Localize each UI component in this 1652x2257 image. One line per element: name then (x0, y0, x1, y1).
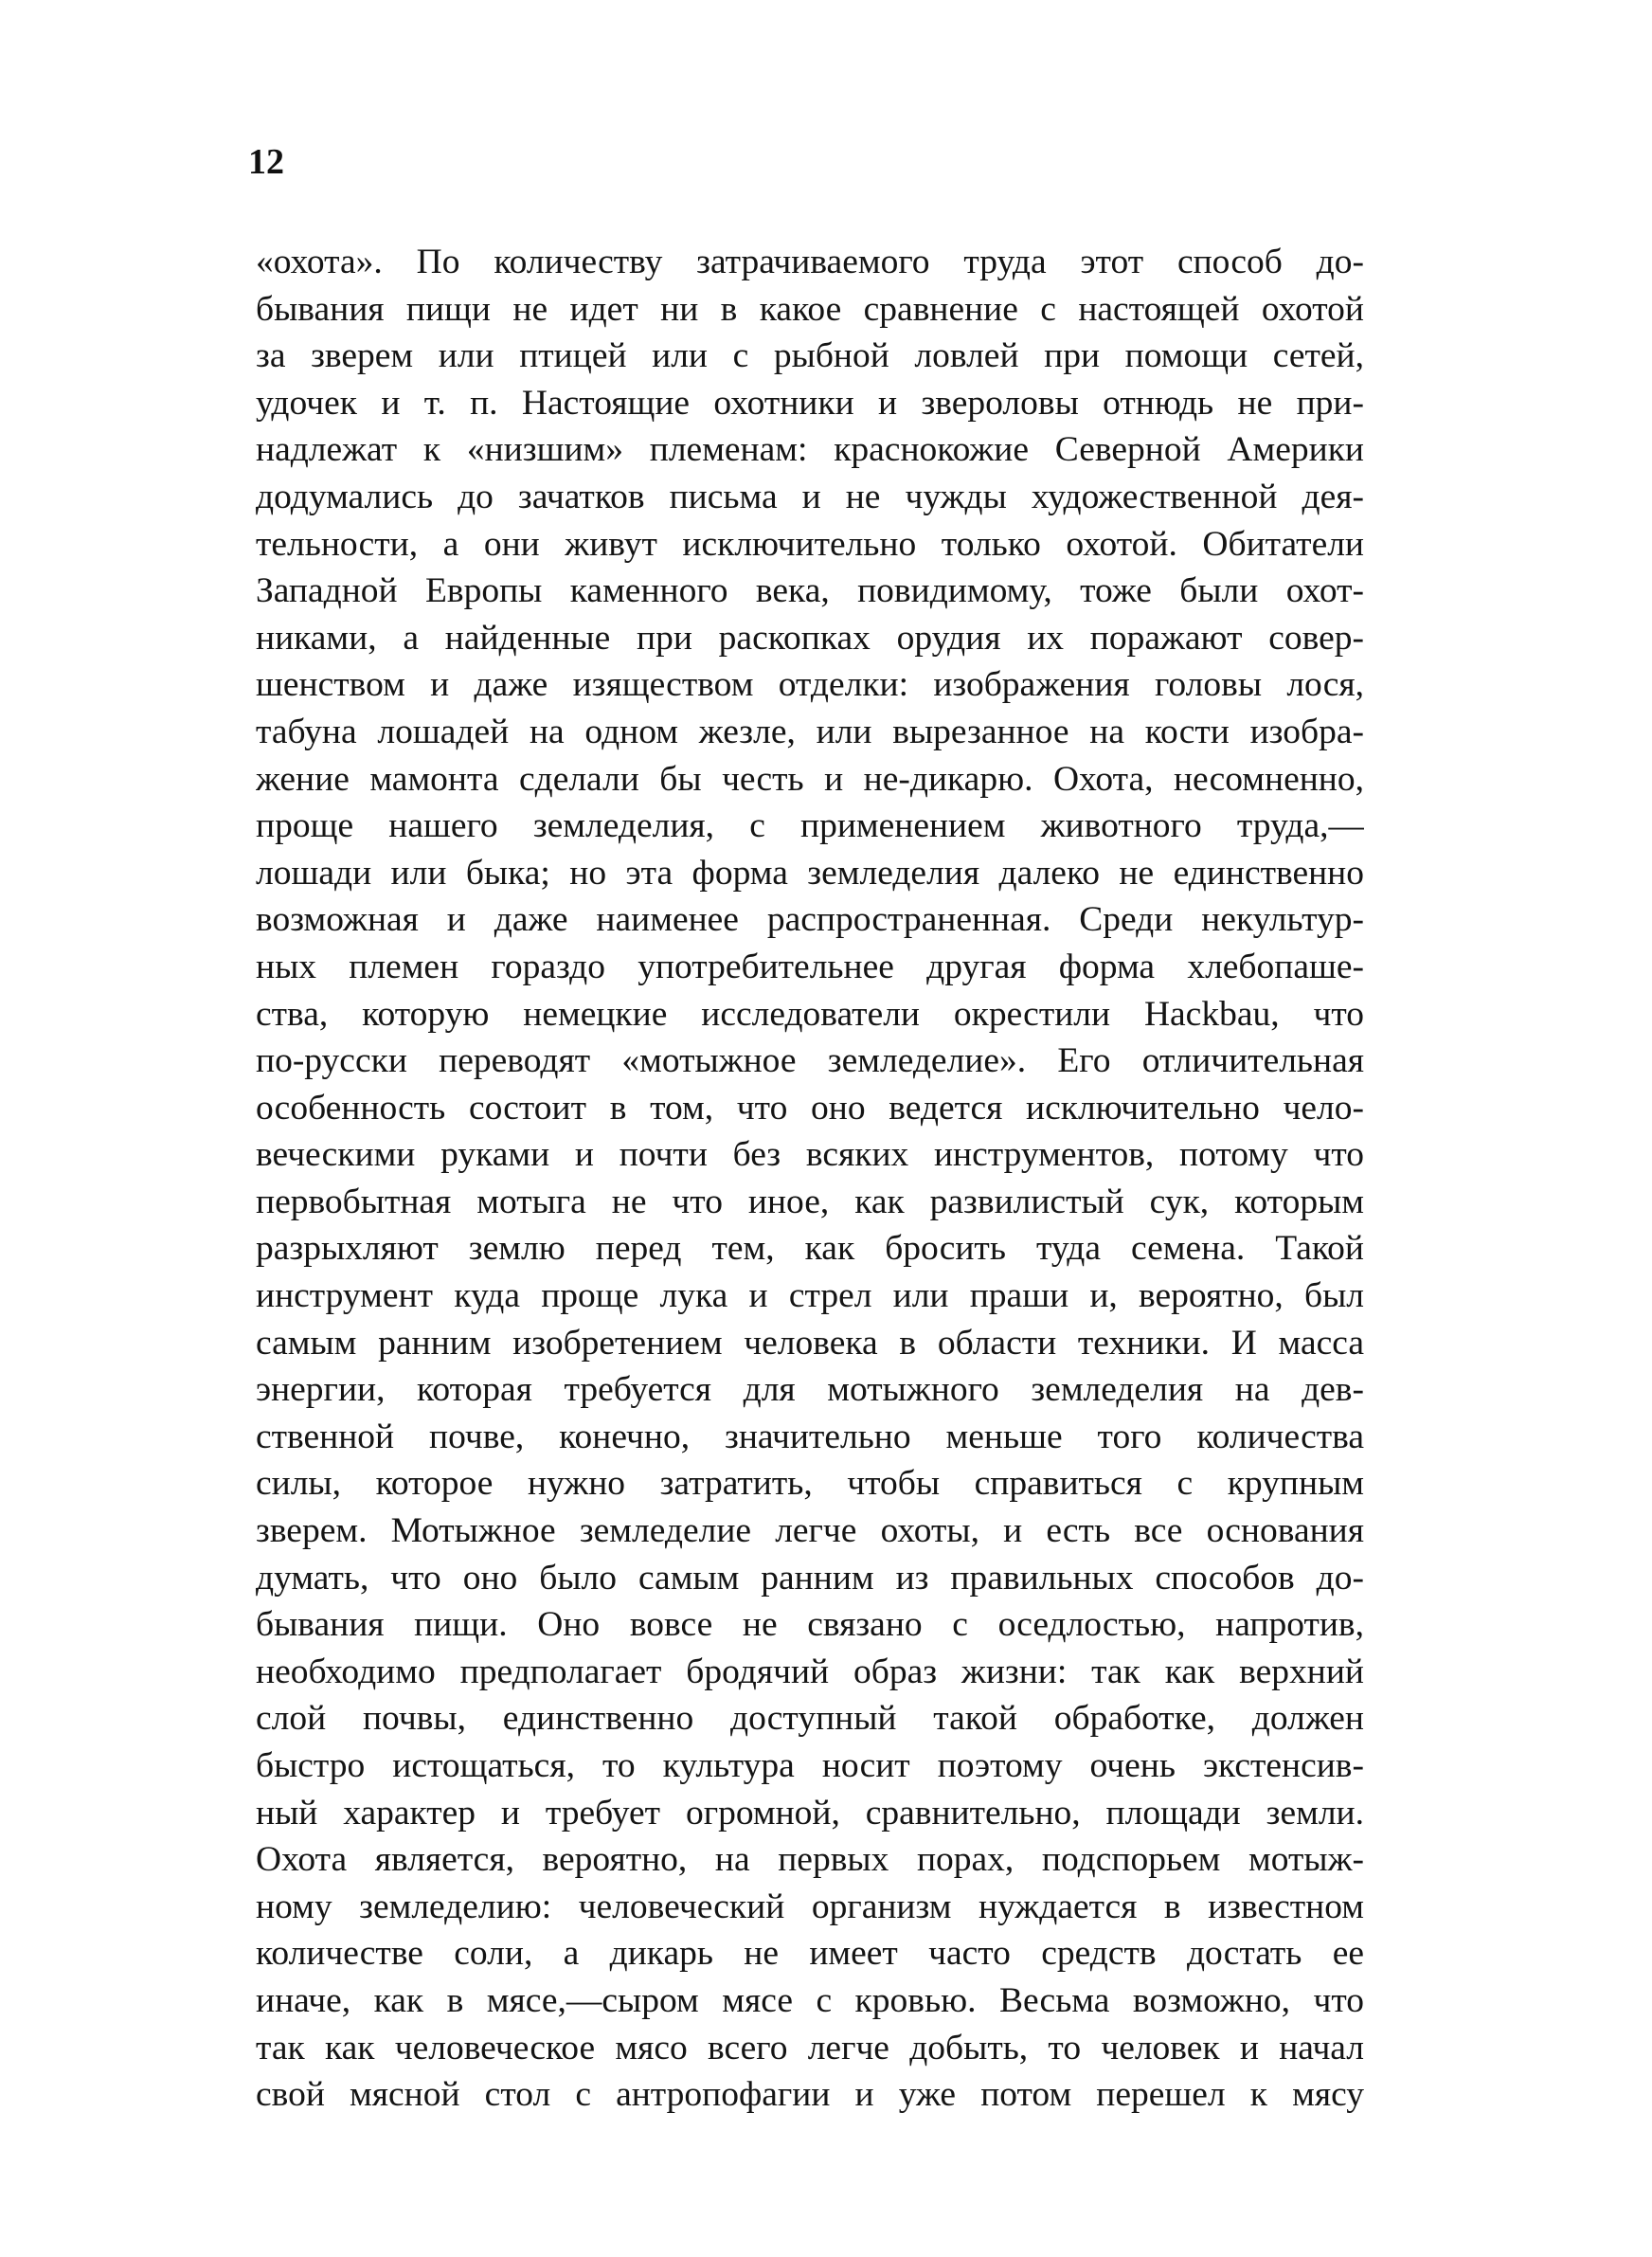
text-line: возможная и даже наименее распространенная. Среди некультур- (256, 900, 1364, 940)
text-line: жение мамонта сделали бы честь и не-дикарю. Охота, несомненно, (256, 759, 1364, 799)
text-line: быстро истощаться, то культура носит поэтому очень экстенсив- (256, 1746, 1364, 1785)
text-line: зверем. Мотыжное земледелие легче охоты, и есть все основания (256, 1511, 1364, 1551)
text-line: так как человеческое мясо всего легче добыть, то человек и начал (256, 2028, 1364, 2067)
text-line: необходимо предполагает бродячий образ жизни: так как верхний (256, 1652, 1364, 1691)
text-line: ства, которую немецкие исследователи окрестили Hackbau, что (256, 994, 1364, 1034)
text-line: особенность состоит в том, что оно ведется исключительно чело- (256, 1088, 1364, 1128)
text-line: инструмент куда проще лука и стрел или праши и, вероятно, был (256, 1276, 1364, 1316)
text-line: слой почвы, единственно доступный такой обработке, должен (256, 1699, 1364, 1739)
text-line: надлежат к «низшим» племенам: краснокожие Северной Америки (256, 430, 1364, 470)
text-line: разрыхляют землю перед тем, как бросить туда семена. Такой (256, 1229, 1364, 1269)
text-line: количестве соли, а дикарь не имеет часто средств достать ее (256, 1934, 1364, 1974)
text-line: первобытная мотыга не что иное, как развилистый сук, которым (256, 1182, 1364, 1221)
text-line: ственной почве, конечно, значительно меньше того количества (256, 1417, 1364, 1456)
text-line: иначе, как в мясе,—сыром мясе с кровью. Весьма возможно, что (256, 1980, 1364, 2020)
text-line: проще нашего земледелия, с применением животного труда,— (256, 806, 1364, 846)
text-line: табуна лошадей на одном жезле, или вырезанное на кости изобра- (256, 712, 1364, 751)
text-line: никами, а найденные при раскопках орудия их поражают совер- (256, 618, 1364, 658)
text-line: бывания пищи не идет ни в какое сравнение с настоящей охотой (256, 289, 1364, 329)
text-line: думать, что оно было самым ранним из правильных способов до- (256, 1558, 1364, 1598)
text-line: энергии, которая требуется для мотыжного земледелия на дев- (256, 1370, 1364, 1410)
text-line: «охота». По количеству затрачиваемого труда этот способ до- (256, 243, 1364, 281)
text-line: тельности, а они живут исключительно только охотой. Обитатели (256, 524, 1364, 564)
text-line: за зверем или птицей или с рыбной ловлей при помощи сетей, (256, 336, 1364, 376)
text-line: лошади или быка; но эта форма земледелия далеко не единственно (256, 853, 1364, 893)
body-text (256, 239, 1364, 2119)
text-line: по-русски переводят «мотыжное земледелие». Его отличительная (256, 1041, 1364, 1081)
text-line: бывания пищи. Оно вовсе не связано с оседлостью, напротив, (256, 1605, 1364, 1645)
text-line: ному земледелию: человеческий организм нуждается в известном (256, 1887, 1364, 1926)
text-line: силы, которое нужно затратить, чтобы справиться с крупным (256, 1464, 1364, 1504)
text-line: шенством и даже изяществом отделки: изображения головы лося, (256, 665, 1364, 705)
text-line: додумались до зачатков письма и не чужды художественной дея- (256, 477, 1364, 516)
page-number: 12 (248, 142, 284, 182)
text-line: Западной Европы каменного века, повидимому, тоже были охот- (256, 571, 1364, 611)
text-line: веческими руками и почти без всяких инструментов, потому что (256, 1135, 1364, 1175)
text-line: удочек и т. п. Настоящие охотники и звероловы отнюдь не при- (256, 383, 1364, 423)
text-line: свой мясной стол с антропофагии и уже потом перешел к мясу (256, 2075, 1364, 2115)
text-line: ных племен гораздо употребительнее другая форма хлебопаше- (256, 947, 1364, 986)
text-line: ный характер и требует огромной, сравнительно, площади земли. (256, 1793, 1364, 1833)
text-line: Охота является, вероятно, на первых порах, подспорьем мотыж- (256, 1840, 1364, 1880)
text-line: самым ранним изобретением человека в области техники. И масса (256, 1323, 1364, 1363)
